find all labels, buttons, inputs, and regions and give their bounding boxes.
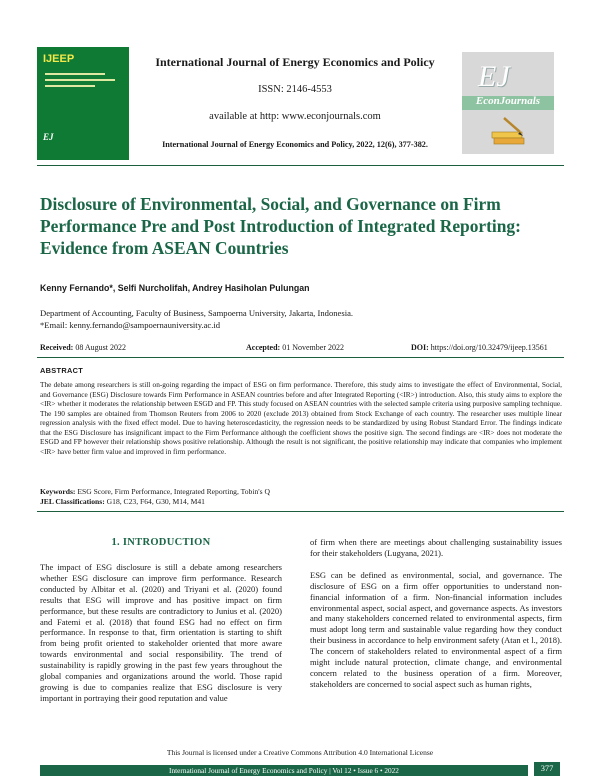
doi-link[interactable]: https://doi.org/10.32479/ijeep.13561 (430, 343, 548, 352)
cover-decor-line (45, 79, 115, 81)
cover-decor-line (45, 73, 105, 75)
journal-name: International Journal of Energy Economics and Policy (155, 55, 435, 69)
books-pen-icon (486, 114, 532, 150)
affiliation: Department of Accounting, Faculty of Business, Sampoerna University, Jakarta, Indonesia. (40, 308, 354, 318)
received-label: Received: (40, 343, 74, 352)
citation: International Journal of Energy Economics and Policy, 2022, 12(6), 377-382. (162, 140, 428, 149)
header-divider (37, 165, 564, 166)
logo-mark: EJ (478, 60, 510, 93)
econjournals-logo (462, 52, 554, 154)
article-title: Disclosure of Environmental, Social, and Governance on Firm Performance Pre and Post Introduction of Integrated Reporting: Evidence from ASEAN Countries (40, 194, 521, 258)
issn: ISSN: 2146-4553 (258, 84, 332, 95)
keywords-label: Keywords: (40, 487, 76, 496)
journal-url[interactable]: available at http: www.econjournals.com (209, 111, 381, 122)
paragraph: ESG can be defined as environmental, social, and governance. The disclosure of ESG on a firm offer opportunities to understand non-financial information of a firm. Non-financial information includes environmental aspect, social aspect, and governance aspects. As investors and many stakeholders concerned related to environmental aspects, firm must adopt long term and sustainable value regarding how they conduct their business in accordance to help environment safety (Atan et l., 2018). The concern of stakeholders related to environmental aspect of a firm might include natural protection, climate change, and environmental concern related to the business operation of a firm. Moreover, stakeholders are concerned to social aspect such as human rights, (310, 569, 562, 689)
cover-decor-line (45, 85, 95, 87)
received-date (40, 343, 126, 352)
keywords-value: ESG Score, Firm Performance, Integrated Reporting, Tobin's Q (77, 487, 270, 496)
cover-title: IJEEP (43, 53, 75, 65)
meta-divider (37, 357, 564, 358)
journal-cover-image (37, 47, 129, 160)
abstract-text: The debate among researchers is still on-going regarding the impact of ESG on firm performance. Therefore, this study aims to investigate the effect of Environmental, Social, and Governance (ESG) Disclosure towards Firm Performance in ASEAN countries before and after Integrated Reporting (<IR>) introduction. Also, this study aims to explore the <IR> whether it moderates the relationship between ESGD and FP. This study focused on ASEAN countries with the selected sample criteria using purposive sampling technique. The 190 samples are obtained from Thomson Reuters from 2006 to 2020 (exclude 2013) obtained from Stock Exchange of each country. The researcher uses multiple linear regression analysis with the fixed effect model. Due to having heteroscedasticity, the regression needs to be standardized by using Robust Standard Error. The findings indicate that the ESG Disclosure has insignificant impact to the Firm Performance although the coefficient shows the positive sign. The second findings are <IR> does not moderate the ESGD and FP however their relationship shows positive relationship. Although the result is not significant, the positive relationship may indicate that companies who implement <IR> have better firm value and improved in firm performance. (40, 380, 562, 456)
doi-label: DOI: (411, 343, 429, 352)
cover-publisher-mark: EJ (43, 132, 54, 142)
keywords-line (40, 487, 270, 497)
right-column (310, 537, 562, 690)
logo-brand: EconJournals (475, 95, 541, 107)
received-value: 08 August 2022 (75, 343, 126, 352)
paragraph: The impact of ESG disclosure is still a debate among researchers whether ESG disclosure can improve firm performance. Research conducted by Albitar et al. (2020) and Triyani et al. (2020) found results that ESG will improve and has positive impact on firm performance, but these results are contradictory to Junius et al. (2020) and Fatemi et al. (2018) that found ESG had no effect on firm performance. In response to that, firm orientation is starting to shift from being profit oriented to stakeholder oriented that more aware towards environmental and social responsibility. The trend of sustainability is rapidly growing in the past few years throughout the global companies and organizations around the world. Those rapid growing is due to companies realize that ESG disclosure is very important in portraying their good reputation and value (40, 562, 282, 703)
section-heading-introduction: 1. INTRODUCTION (111, 537, 211, 548)
jel-label: JEL Classifications: (40, 497, 105, 506)
doi (411, 343, 548, 352)
paragraph: of firm when there are meetings about challenging sustainability issues for their stakeholders (Lugyana, 2021). (310, 537, 562, 558)
jel-line (40, 497, 270, 507)
page-footer (0, 762, 600, 776)
affiliation-block (40, 307, 353, 331)
keywords-block (40, 487, 270, 507)
jel-value: G18, C23, F64, G30, M14, M41 (106, 497, 205, 506)
footer-journal-info: International Journal of Energy Economics and Policy | Vol 12 • Issue 6 • 2022 (40, 765, 528, 776)
abstract-divider (37, 511, 564, 512)
abstract-heading: ABSTRACT (40, 366, 84, 375)
page-number: 377 (534, 762, 560, 776)
authors: Kenny Fernando*, Selfi Nurcholifah, Andrey Hasiholan Pulungan (40, 283, 310, 293)
license-note: This Journal is licensed under a Creative Commons Attribution 4.0 International License (166, 748, 434, 757)
corresponding-email[interactable]: *Email: kenny.fernando@sampoernauniversity.ac.id (40, 320, 221, 330)
journal-header (140, 54, 450, 149)
accepted-value: 01 November 2022 (282, 343, 344, 352)
accepted-label: Accepted: (246, 343, 281, 352)
accepted-date (246, 343, 344, 352)
left-column (40, 562, 282, 704)
